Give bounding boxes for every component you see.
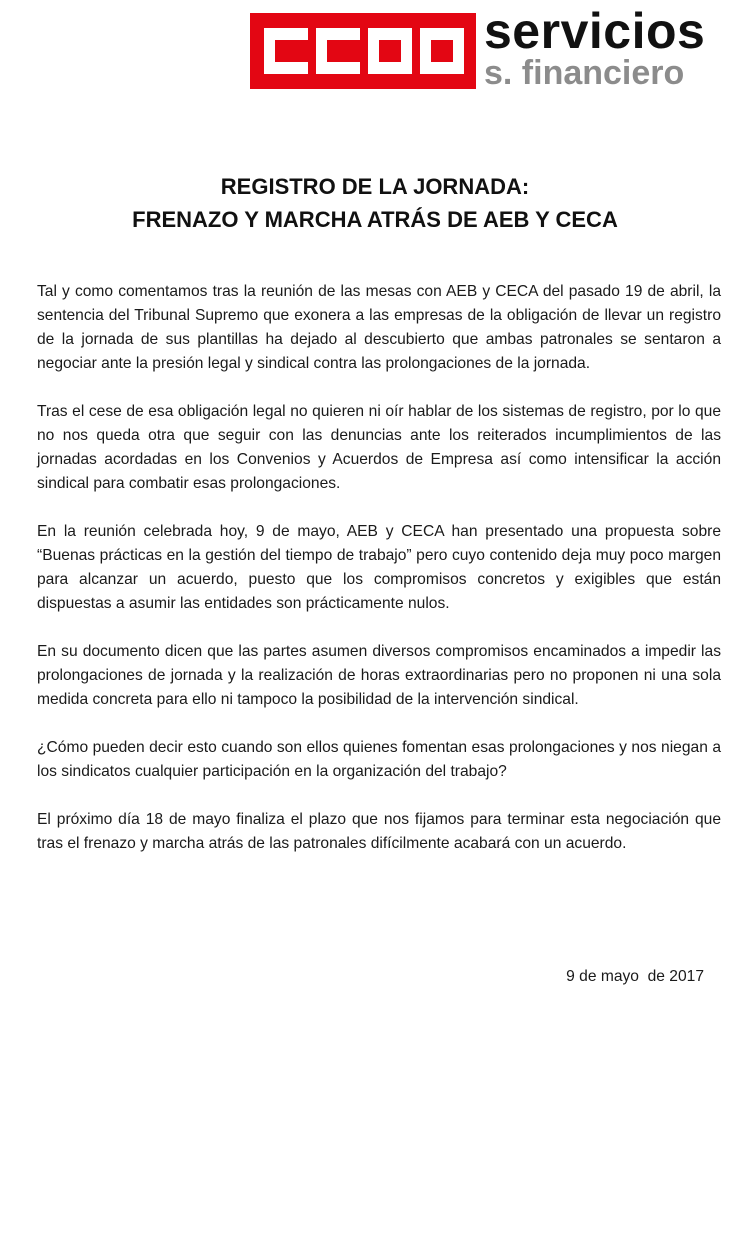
title-line-2: FRENAZO Y MARCHA ATRÁS DE AEB Y CECA (132, 207, 618, 232)
ccoo-logo (250, 3, 726, 92)
paragraph: El próximo día 18 de mayo finaliza el plazo que nos fijamos para terminar esta negociación que tras el frenazo y marcha atrás de las patronales difícilmente acabará con un acuerdo. (37, 811, 721, 852)
paragraph: En la reunión celebrada hoy, 9 de mayo, AEB y CECA han presentado una propuesta sobre “Buenas prácticas en la gestión del tiempo de trabajo” pero cuyo contenido deja muy poco margen para alcanzar un acuerdo, puesto que los compromisos concretos y exigibles que están dispuestas a asumir las entidades son prácticamente nulos. (37, 523, 721, 612)
paragraph: En su documento dicen que las partes asumen diversos compromisos encaminados a impedir las prolongaciones de jornada y la realización de horas extraordinarias pero no proponen ni una sola medida concreta para ello ni tampoco la posibilidad de la intervención sindical. (37, 643, 721, 708)
paragraph: Tal y como comentamos tras la reunión de las mesas con AEB y CECA del pasado 19 de abril, la sentencia del Tribunal Supremo que exonera a las empresas de la obligación de llevar un registro de la jornada de sus plantillas ha dejado al descubierto que ambas patronales se sentaron a negociar ante la presión legal y sindical contra las prolongaciones de la jornada. (37, 283, 721, 372)
logo-financiero-text: s. financiero (484, 54, 685, 92)
document-date: 9 de mayo de 2017 (566, 968, 704, 985)
logo-servicios-text: servicios (484, 3, 706, 59)
ccoo-logo-mark (250, 13, 476, 89)
document-body (37, 280, 721, 880)
paragraph: Tras el cese de esa obligación legal no quieren ni oír hablar de los sistemas de registro, por lo que no nos queda otra que seguir con las denuncias ante los reiterados incumplimientos de las jornadas acordadas en los Convenios y Acuerdos de Empresa así como intensificar la acción sindical para combatir esas prolongaciones. (37, 403, 721, 492)
title-line-1: REGISTRO DE LA JORNADA: (220, 174, 530, 199)
paragraph: ¿Cómo pueden decir esto cuando son ellos quienes fomentan esas prolongaciones y nos niegan a los sindicatos cualquier participación en la organización del trabajo? (37, 739, 721, 780)
document-title (0, 170, 750, 236)
